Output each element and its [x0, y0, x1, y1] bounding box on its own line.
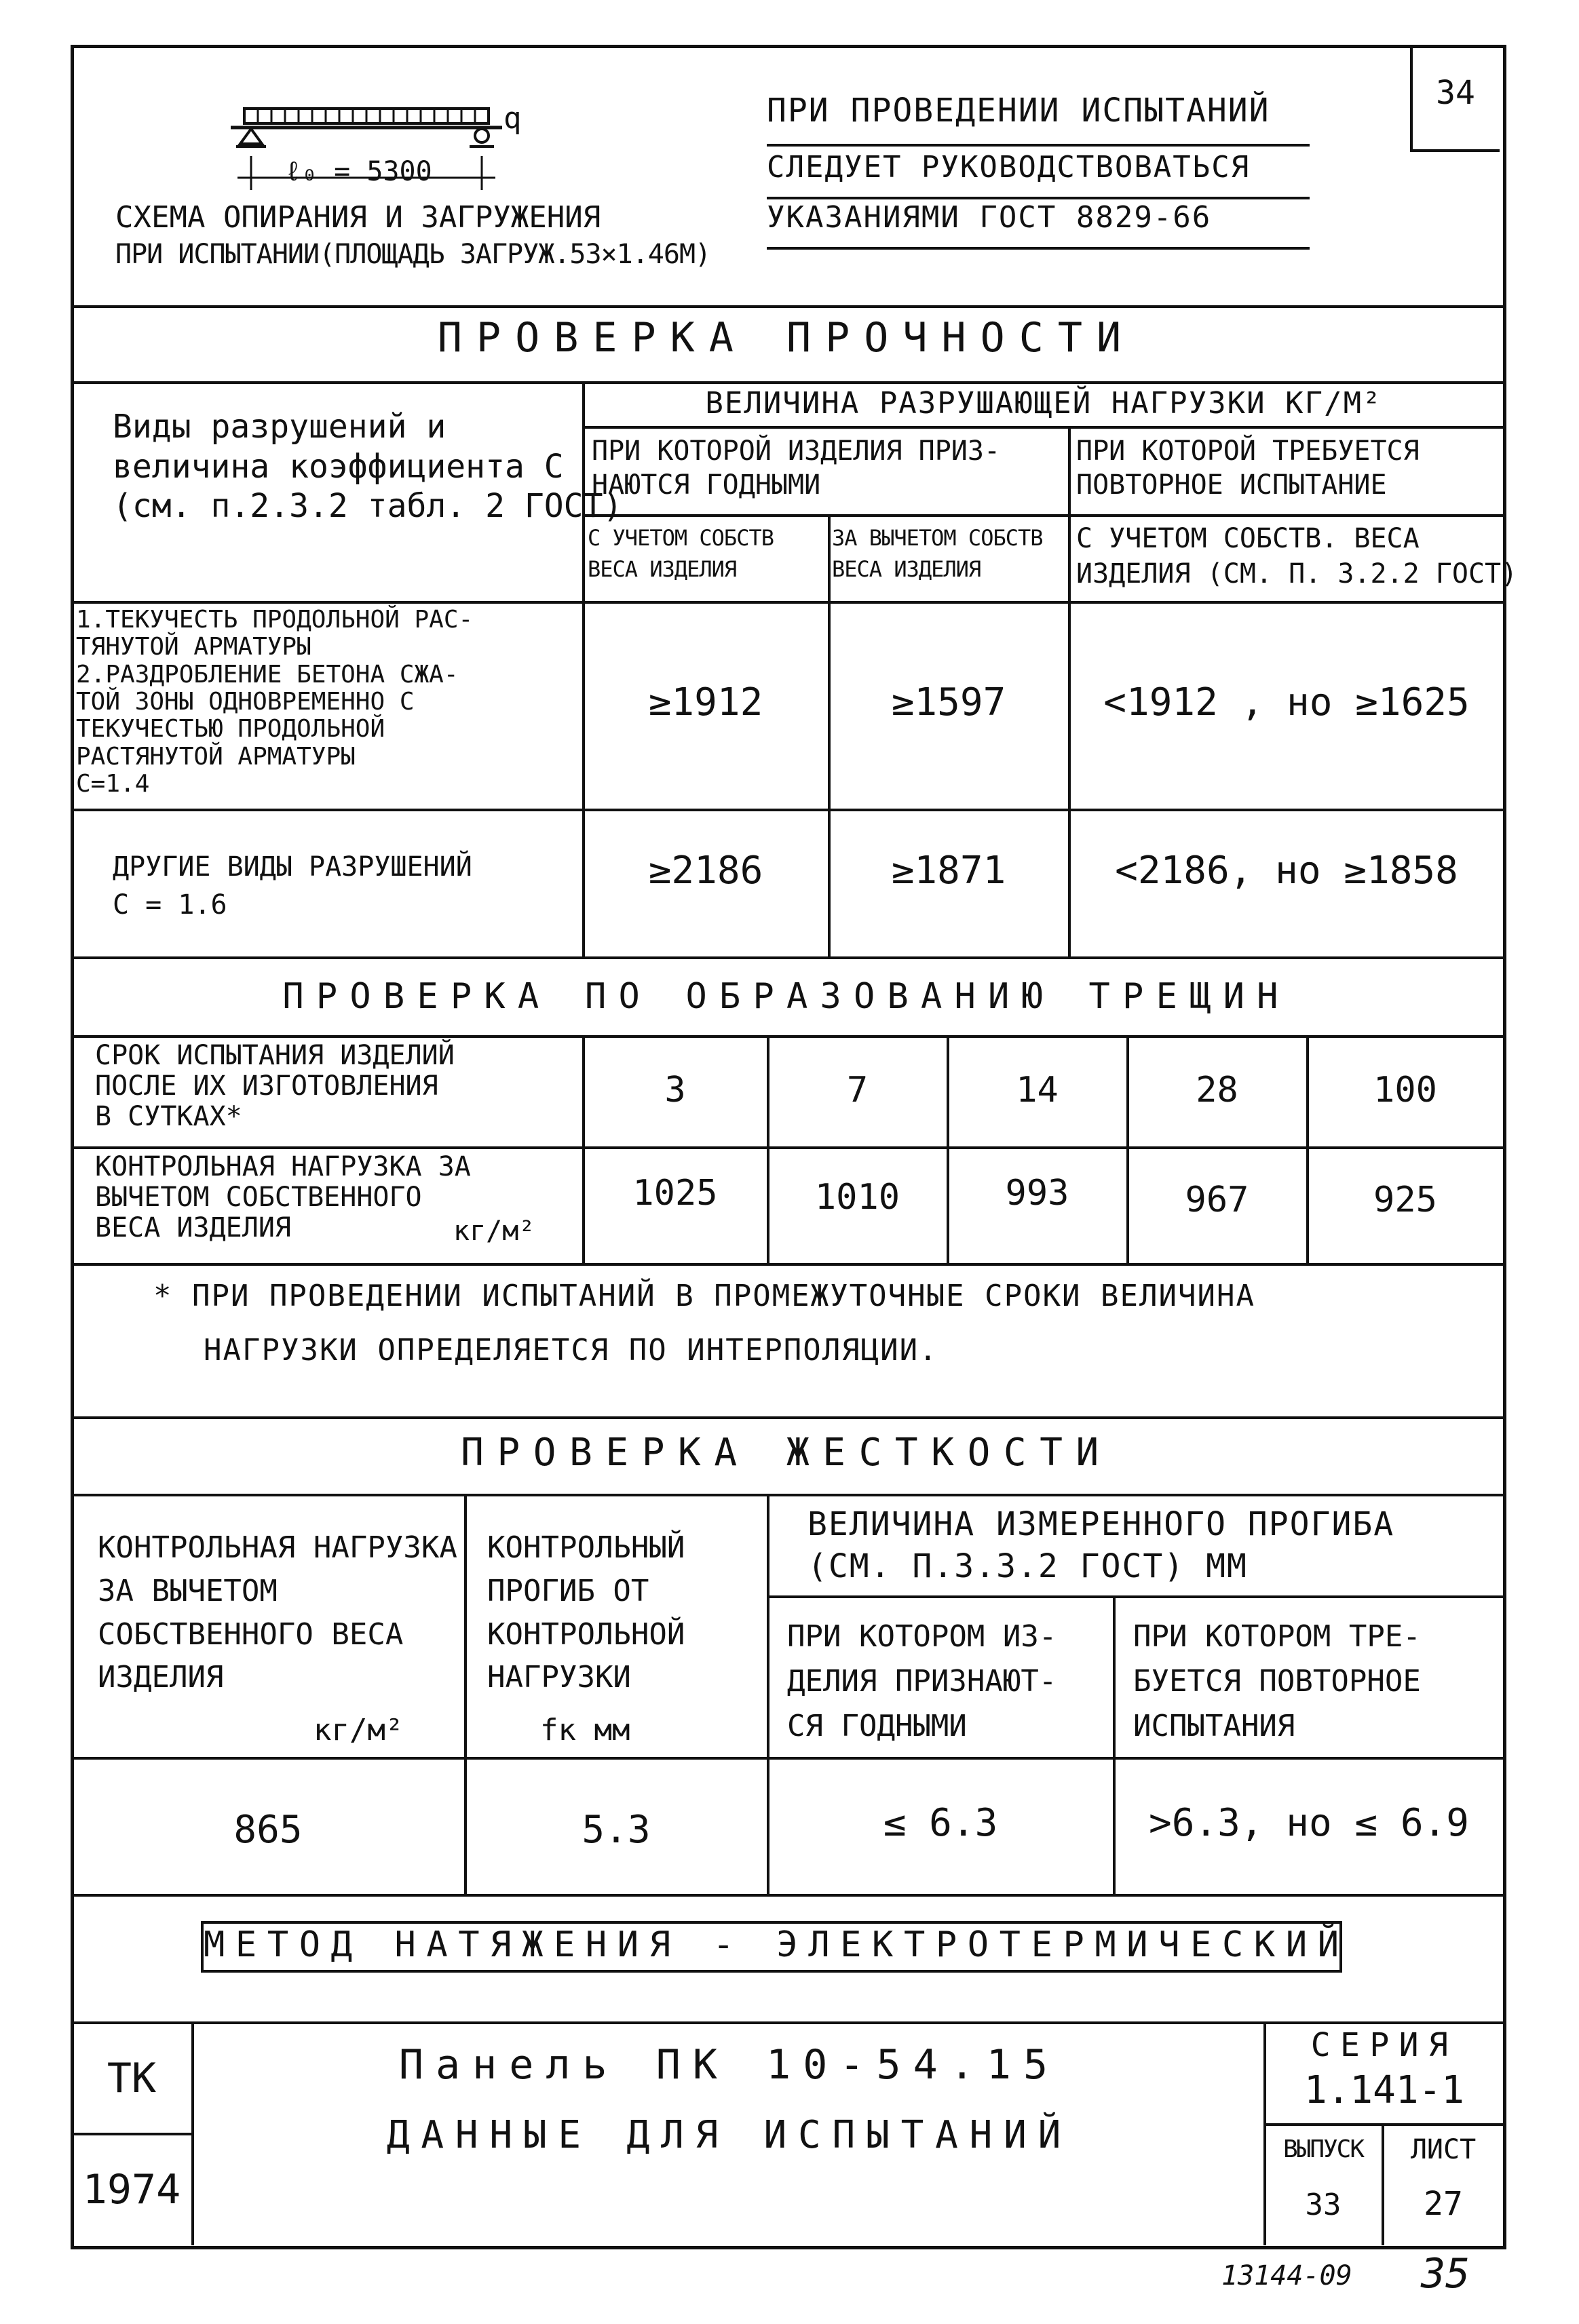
- stiffness-col-3: [1113, 1595, 1116, 1894]
- strength-hdr-bottom: [71, 601, 1503, 604]
- stiffness-hdr-mid: [767, 1595, 1503, 1598]
- stiffness-value-load: 865: [233, 1808, 303, 1852]
- strength-sub-retest: С УЧЕТОМ СОБСТВ. ВЕСА ИЗДЕЛИЯ (СМ. П. 3.2.2 ГОСТ): [1076, 523, 1518, 589]
- stiffness-title-top: [71, 1416, 1503, 1419]
- stiffness-value-fit: ≤ 6.3: [883, 1801, 998, 1845]
- strength-table-top: [71, 381, 1503, 384]
- cracks-load-unit: кг/м²: [453, 1216, 535, 1247]
- cracks-col-5: [1306, 1035, 1309, 1263]
- cracks-footnote-line1: * ПРИ ПРОВЕДЕНИИ ИСПЫТАНИЙ В ПРОМЕЖУТОЧНЫЕ СРОКИ ВЕЛИЧИНА: [153, 1279, 1255, 1313]
- issue-value: 33: [1305, 2188, 1342, 2222]
- strength-retest-header: ПРИ КОТОРОЙ ТРЕБУЕТСЯ ПОВТОРНОЕ ИСПЫТАНИЕ: [1076, 435, 1420, 501]
- gost-note-line3: УКАЗАНИЯМИ ГОСТ 8829-66: [767, 200, 1212, 235]
- stiffness-col1-header: КОНТРОЛЬНАЯ НАГРУЗКА ЗА ВЫЧЕТОМ СОБСТВЕННОГО ВЕСА ИЗДЕЛИЯ: [98, 1530, 457, 1695]
- strength-row2-retest: <2186, но ≥1858: [1115, 849, 1458, 893]
- cracks-col-1: [582, 1035, 585, 1263]
- strength-row1-label: 1.ТЕКУЧЕСТЬ ПРОДОЛЬНОЙ РАС- ТЯНУТОЙ АРМАТУРЫ 2.РАЗДРОБЛЕНИЕ БЕТОНА СЖА- ТОЙ ЗОНЫ ОДНОВРЕМЕННО С ТЕКУЧЕСТЬЮ ПРОДОЛЬНОЙ РАСТЯНУТОЙ АРМАТУРЫ С=1.4: [76, 606, 474, 798]
- year-label: 1974: [82, 2166, 181, 2213]
- gost-note-line2: СЛЕДУЕТ РУКОВОДСТВОВАТЬСЯ: [767, 150, 1251, 185]
- cracks-term-2: 7: [846, 1070, 869, 1110]
- stiffness-hdr-bottom: [71, 1757, 1503, 1760]
- org-label: ТК: [107, 2055, 157, 2102]
- cracks-col-4: [1126, 1035, 1129, 1263]
- strength-row1-bottom: [71, 809, 1503, 811]
- sheet-label: ЛИСТ: [1410, 2134, 1477, 2165]
- series-label: СЕРИЯ: [1310, 2026, 1458, 2064]
- cracks-load-label: КОНТРОЛЬНАЯ НАГРУЗКА ЗА ВЫЧЕТОМ СОБСТВЕННОГО ВЕСА ИЗДЕЛИЯ: [95, 1151, 471, 1243]
- stiffness-table-bottom: [71, 1894, 1503, 1897]
- strength-sub-without-weight: ЗА ВЫЧЕТОМ СОБСТВ ВЕСА ИЗДЕЛИЯ: [832, 525, 1043, 583]
- inventory-number: 13144-09: [1221, 2260, 1352, 2291]
- scheme-caption-line2: ПРИ ИСПЫТАНИИ(ПЛОЩАДЬ ЗАГРУЖ.53×1.46М): [115, 239, 711, 270]
- gost-note-line1: ПРИ ПРОВЕДЕНИИ ИСПЫТАНИЙ: [767, 92, 1270, 130]
- cracks-load-1: 1025: [632, 1173, 718, 1214]
- stiffness-fit-header: ПРИ КОТОРОМ ИЗ- ДЕЛИЯ ПРИЗНАЮТ- СЯ ГОДНЫМИ: [787, 1619, 1057, 1743]
- stiffness-value-retest: >6.3, но ≤ 6.9: [1148, 1801, 1469, 1845]
- page-number: 34: [1436, 74, 1475, 112]
- stiffness-deflection-header: ВЕЛИЧИНА ИЗМЕРЕННОГО ПРОГИБА (СМ. П.3.3.2 ГОСТ) ММ: [807, 1505, 1395, 1586]
- panel-subtitle: ДАННЫЕ ДЛЯ ИСПЫТАНИЙ: [386, 2113, 1073, 2157]
- series-value: 1.141-1: [1304, 2068, 1464, 2112]
- cracks-title-top: [71, 956, 1503, 959]
- strength-row2-without-weight: ≥1871: [891, 849, 1006, 893]
- strength-row2-with-weight: ≥2186: [648, 849, 763, 893]
- stiffness-col1-unit: кг/м²: [313, 1713, 404, 1747]
- title-block-org-year-divider: [71, 2133, 193, 2135]
- stiffness-title: ПРОВЕРКА ЖЕСТКОСТИ: [461, 1431, 1112, 1475]
- gost-note-rule1: [767, 144, 1310, 147]
- stiffness-col2-header: КОНТРОЛЬНЫЙ ПРОГИБ ОТ КОНТРОЛЬНОЙ НАГРУЗКИ: [487, 1530, 685, 1695]
- strength-row2-label: ДРУГИЕ ВИДЫ РАЗРУШЕНИЙ С = 1.6: [113, 851, 472, 921]
- strength-fit-header: ПРИ КОТОРОЙ ИЗДЕЛИЯ ПРИЗ- НАЮТСЯ ГОДНЫМИ: [592, 435, 1001, 501]
- stiffness-table-top: [71, 1494, 1503, 1496]
- panel-title: Панель ПК 10-54.15: [398, 2041, 1061, 2089]
- gost-note-rule2: [767, 197, 1310, 199]
- stiffness-col2-unit: fк мм: [540, 1713, 630, 1747]
- cracks-col-3: [947, 1035, 949, 1263]
- strength-title-top: [71, 305, 1503, 308]
- page-corner-number: 35: [1421, 2250, 1470, 2298]
- method-label: МЕТОД НАТЯЖЕНИЯ - ЭЛЕКТРОТЕРМИЧЕСКИЙ: [204, 1924, 1350, 1965]
- strength-hdr-line2: [582, 514, 1503, 517]
- title-block-top: [71, 2021, 1503, 2024]
- strength-row1-retest: <1912 , но ≥1625: [1103, 680, 1470, 724]
- gost-note-rule3: [767, 247, 1310, 250]
- sheet-value: 27: [1424, 2185, 1463, 2223]
- load-label: q: [503, 101, 522, 136]
- stiffness-retest-header: ПРИ КОТОРОМ ТРЕ- БУЕТСЯ ПОВТОРНОЕ ИСПЫТАНИЯ: [1133, 1619, 1421, 1743]
- strength-hdr-line1: [582, 426, 1503, 429]
- issue-label: ВЫПУСК: [1282, 2135, 1364, 2163]
- cracks-table-top: [71, 1035, 1503, 1038]
- strength-left-header: Виды разрушений и величина коэффициента С (см. п.2.3.2 табл. 2 ГОСТ): [113, 408, 623, 526]
- strength-row1-with-weight: ≥1912: [648, 680, 763, 724]
- cracks-term-1: 3: [664, 1070, 686, 1110]
- cracks-term-4: 28: [1196, 1070, 1238, 1110]
- cracks-term-5: 100: [1373, 1070, 1437, 1110]
- cracks-row-mid: [71, 1146, 1503, 1149]
- cracks-footnote-line2: НАГРУЗКИ ОПРЕДЕЛЯЕТСЯ ПО ИНТЕРПОЛЯЦИИ.: [204, 1333, 938, 1368]
- cracks-title: ПРОВЕРКА ПО ОБРАЗОВАНИЮ ТРЕЩИН: [282, 976, 1291, 1017]
- scheme-caption-line1: СХЕМА ОПИРАНИЯ И ЗАГРУЖЕНИЯ: [115, 200, 601, 235]
- cracks-term-label: СРОК ИСПЫТАНИЯ ИЗДЕЛИЙ ПОСЛЕ ИХ ИЗГОТОВЛЕНИЯ В СУТКАХ*: [95, 1040, 455, 1132]
- strength-load-header: ВЕЛИЧИНА РАЗРУШАЮЩЕЙ НАГРУЗКИ КГ/М²: [705, 386, 1382, 421]
- strength-title: ПРОВЕРКА ПРОЧНОСТИ: [437, 314, 1136, 362]
- cracks-col-2: [767, 1035, 769, 1263]
- cracks-term-3: 14: [1016, 1070, 1059, 1110]
- stiffness-value-deflection: 5.3: [582, 1808, 651, 1852]
- cracks-load-5: 925: [1373, 1180, 1437, 1220]
- span-label: ℓ₀ = 5300: [285, 156, 432, 187]
- cracks-load-3: 993: [1005, 1173, 1069, 1214]
- strength-row1-without-weight: ≥1597: [891, 680, 1006, 724]
- cracks-table-bottom: [71, 1263, 1503, 1266]
- page-number-box-bottom: [1410, 149, 1500, 152]
- strength-sub-with-weight: С УЧЕТОМ СОБСТВ ВЕСА ИЗДЕЛИЯ: [588, 525, 774, 583]
- cracks-load-4: 967: [1185, 1180, 1249, 1220]
- cracks-load-2: 1010: [814, 1177, 900, 1218]
